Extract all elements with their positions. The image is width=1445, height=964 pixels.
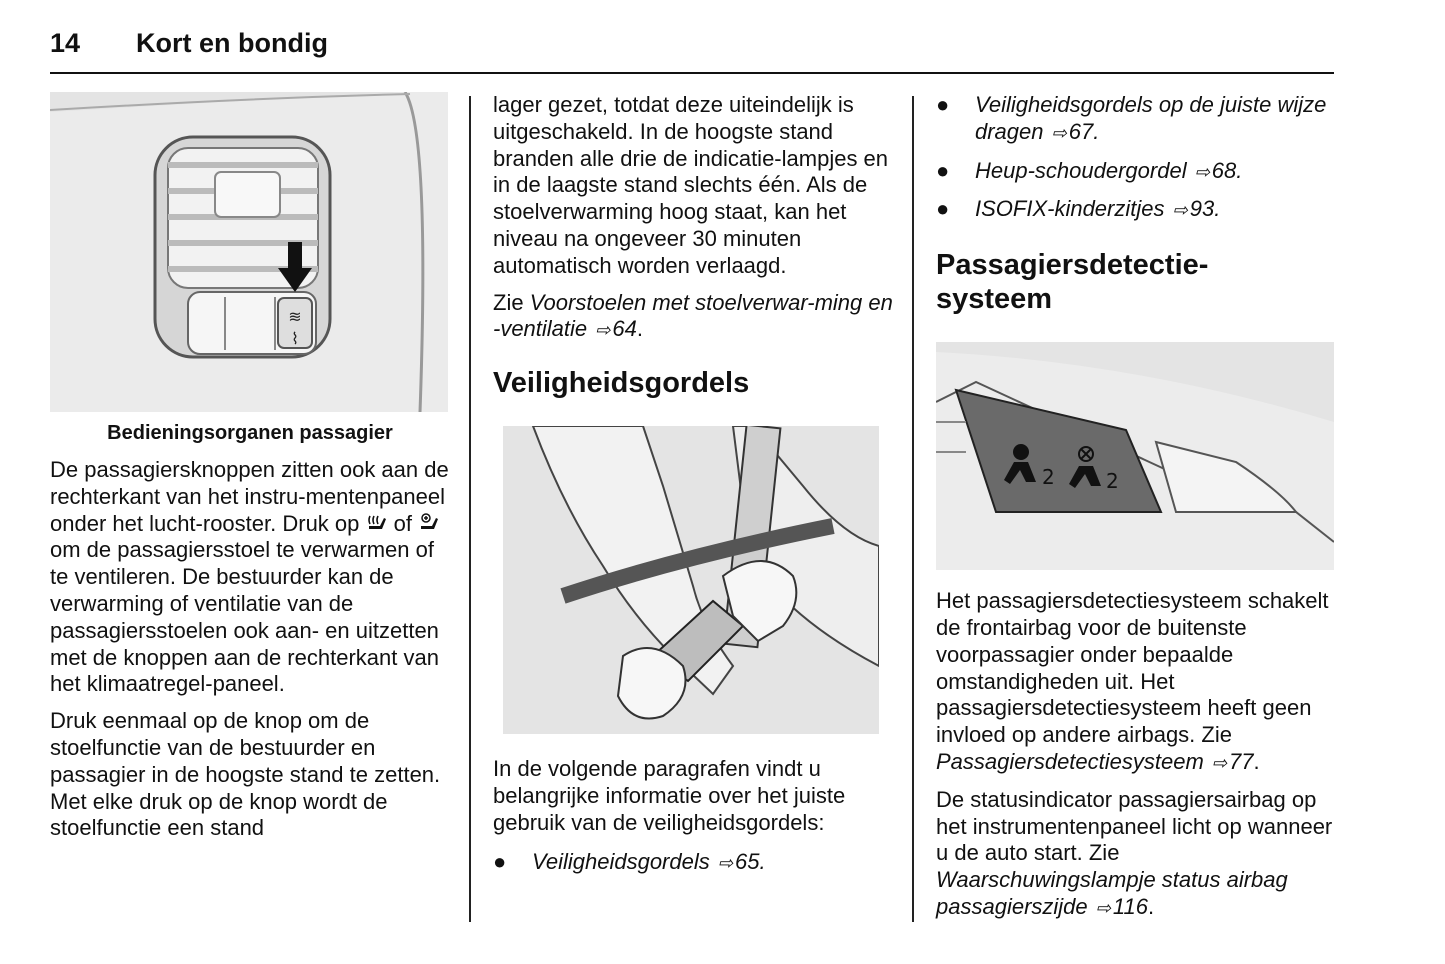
period: . bbox=[1214, 196, 1221, 222]
paragraph-text: De statusindicator passagiersairbag op het instrumentenpaneel licht op wanneer u de auto start. Zie bbox=[936, 786, 1333, 866]
bullet-icon: ● bbox=[936, 196, 950, 222]
paragraph: In de volgende paragrafen vindt u belangrijke informatie over het juiste gebruik van de veiligheidsgordels: bbox=[493, 756, 846, 835]
cross-reference-text[interactable]: Veiligheidsgordels op de juiste wijze dragen bbox=[975, 92, 1327, 144]
cross-reference[interactable] bbox=[493, 290, 893, 342]
column-divider-2 bbox=[912, 96, 914, 922]
seat-ventilation-icon bbox=[418, 512, 440, 534]
paragraph bbox=[936, 787, 1336, 922]
paragraph: lager gezet, totdat deze uiteindelijk is uitgeschakeld. In de hoogste stand branden alle drie de indicatie-lampjes en in de laagste stand slechts één. Als de stoelverwarming hoog staat, kan het niveau na ongeveer 30 minuten automatisch worden verlaagd. bbox=[493, 92, 889, 278]
page-reference[interactable]: 65 bbox=[734, 848, 760, 874]
page-reference-icon: ⇨ bbox=[595, 320, 611, 341]
list-item bbox=[936, 196, 1336, 224]
figure-caption: Bedieningsorganen passagier bbox=[107, 422, 393, 444]
period: . bbox=[759, 848, 766, 874]
bullet-list bbox=[936, 92, 1336, 224]
column-2 bbox=[493, 92, 893, 876]
page-reference-icon: ⇨ bbox=[1194, 161, 1210, 182]
list-item bbox=[936, 158, 1336, 186]
section-heading: Passagiersdetectie-systeem bbox=[936, 249, 1209, 316]
period: . bbox=[1147, 893, 1155, 919]
paragraph: Druk eenmaal op de knop om de stoelfunctie van de bestuurder en passagier in de hoogste stand te zetten. Met elke druk op de knop wordt de stoelfunctie een stand bbox=[50, 708, 441, 841]
paragraph bbox=[936, 588, 1336, 777]
page-reference[interactable]: 68 bbox=[1211, 157, 1237, 183]
paragraph-text: De passagiersknoppen zitten ook aan de rechterkant van het instru-mentenpaneel onder het lucht-rooster. Druk op bbox=[50, 457, 449, 536]
passenger-controls-figure bbox=[50, 92, 448, 412]
page-reference-icon: ⇨ bbox=[1211, 752, 1228, 773]
paragraph-text: Zie bbox=[493, 289, 524, 315]
paragraph bbox=[50, 457, 450, 698]
column-1 bbox=[50, 92, 450, 842]
cross-reference-text[interactable]: ISOFIX-kinderzitjes bbox=[975, 196, 1165, 222]
column-3 bbox=[936, 92, 1336, 922]
page-reference-icon: ⇨ bbox=[1172, 200, 1188, 221]
cross-reference-text[interactable]: Waarschuwingslampje status airbag passagierszijde bbox=[936, 867, 1288, 919]
svg-text:⌇: ⌇ bbox=[291, 329, 299, 348]
period: . bbox=[636, 316, 643, 342]
bullet-icon: ● bbox=[936, 157, 950, 183]
section-heading: Veiligheidsgordels bbox=[493, 367, 750, 400]
page-reference-icon: ⇨ bbox=[1051, 122, 1067, 143]
page-reference-icon: ⇨ bbox=[717, 852, 733, 873]
section-title: Kort en bondig bbox=[136, 28, 328, 58]
column-divider-1 bbox=[469, 96, 471, 922]
page-reference[interactable]: 116 bbox=[1112, 893, 1148, 919]
list-item bbox=[936, 92, 1336, 147]
cross-reference[interactable] bbox=[936, 749, 1254, 774]
cross-reference-text[interactable]: Voorstoelen met stoelverwar-ming en -ventilatie bbox=[493, 289, 893, 342]
cross-reference[interactable] bbox=[936, 867, 1288, 919]
period: . bbox=[1253, 748, 1260, 774]
paragraph-text: om de passagiersstoel te verwarmen of te ventileren. De bestuurder kan de verwarming of ventilatie van de passagiersstoelen ook aan- en uitzetten met de knoppen aan de rechterkant van het klimaatregel-paneel. bbox=[50, 537, 439, 697]
bullet-icon: ● bbox=[936, 92, 950, 117]
paragraph-text: Het passagiersdetectiesysteem schakelt de frontairbag voor de buitenste voorpassagier onder bepaalde omstandigheden uit. Het passagiersdetectiesysteem heeft geen invloed op andere airbags. Zie bbox=[936, 588, 1329, 748]
page-reference[interactable]: 67 bbox=[1068, 118, 1094, 144]
period: . bbox=[1236, 157, 1243, 183]
bullet-list bbox=[493, 849, 893, 877]
bullet-icon: ● bbox=[493, 848, 507, 874]
seatbelt-figure bbox=[503, 426, 879, 734]
svg-text:2: 2 bbox=[1042, 465, 1055, 490]
seat-heat-icon bbox=[366, 512, 388, 534]
page-reference[interactable]: 64 bbox=[612, 316, 637, 342]
page-reference-icon: ⇨ bbox=[1095, 897, 1111, 918]
cross-reference-text[interactable]: Passagiersdetectiesysteem bbox=[936, 748, 1204, 774]
period: . bbox=[1093, 118, 1100, 144]
page-reference[interactable]: 77 bbox=[1229, 748, 1254, 774]
airbag-indicator-figure bbox=[936, 342, 1334, 570]
paragraph-text: of bbox=[393, 510, 412, 536]
page-number: 14 bbox=[50, 28, 81, 58]
svg-text:2: 2 bbox=[1106, 469, 1119, 494]
paragraph bbox=[493, 290, 893, 345]
list-item bbox=[493, 849, 893, 877]
cross-reference-text[interactable]: Veiligheidsgordels bbox=[532, 848, 710, 874]
page-reference[interactable]: 93 bbox=[1189, 196, 1215, 222]
svg-text:≋: ≋ bbox=[288, 307, 302, 326]
page-header bbox=[50, 26, 1334, 74]
cross-reference-text[interactable]: Heup-schoudergordel bbox=[975, 157, 1187, 183]
